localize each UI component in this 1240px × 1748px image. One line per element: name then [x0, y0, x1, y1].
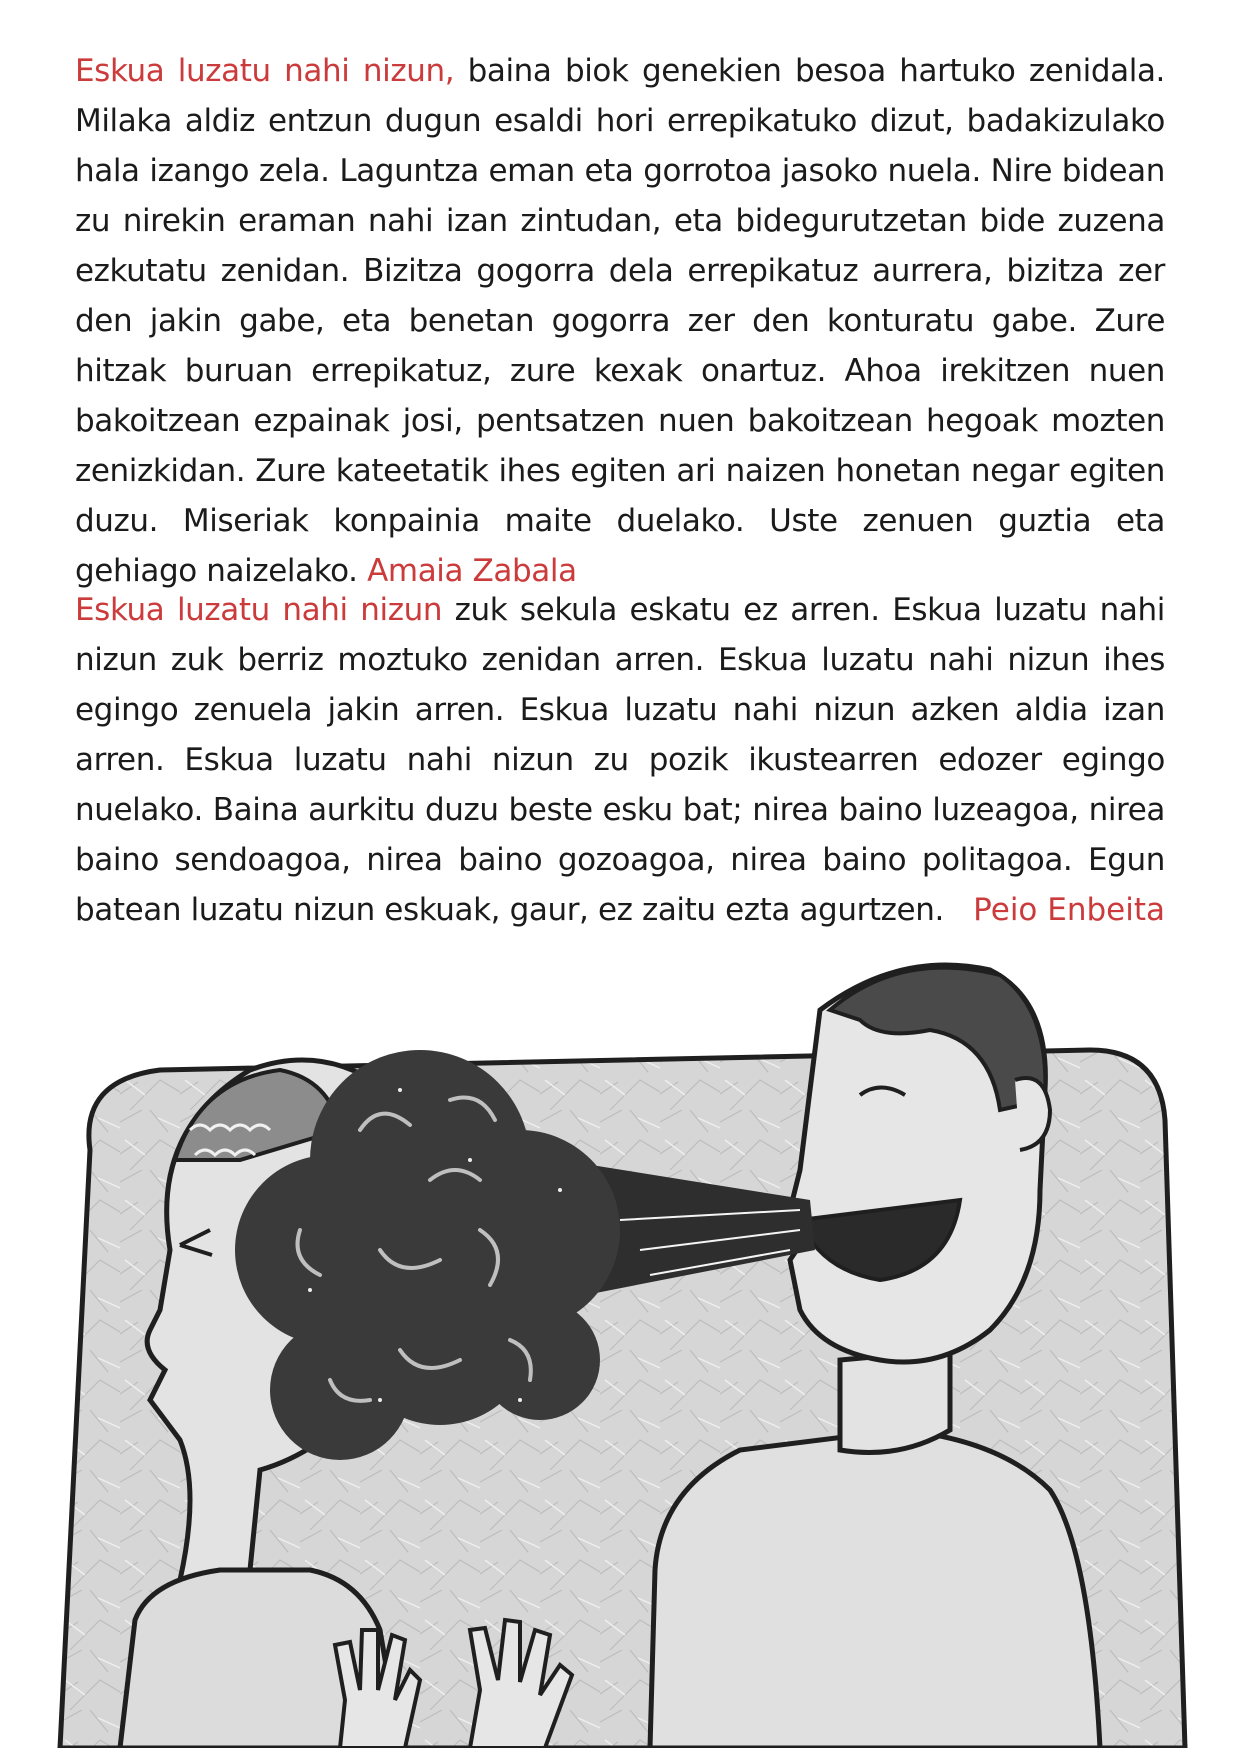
story-2-lead: Eskua luzatu nahi nizun — [75, 592, 443, 628]
story-1-lead: Eskua luzatu nahi nizun, — [75, 53, 455, 89]
story-2-body: zuk sekula eskatu ez arren. Eskua luzatu nahi nizun zuk berriz moztuko zenidan arren. Eskua luzatu nahi nizun ihes egingo zenuela jakin arren. Eskua luzatu nahi nizun azken aldia izan arren. Eskua luzatu nahi nizun zu pozik ikustearren edozer egingo nuelako. Baina aurkitu duzu beste esku bat; nirea baino luzeagoa, nirea baino sendoagoa, nirea baino gozoagoa, nirea baino politagoa. Egun batean luzatu nizun eskuak, gaur, ez zaitu ezta agurtzen. — [75, 592, 1165, 928]
story-1-body: baina biok genekien besoa hartuko zenidala. Milaka aldiz entzun dugun esaldi hori errepikatuko dizut, badakizulako hala izango zela. Laguntza eman eta gorrotoa jasoko nuela. Nire bidean zu nirekin eraman nahi izan zintudan, eta bidegurutzetan bide zuzena ezkutatu zenidan. Bizitza gogorra dela errepikatuz aurrera, bizitza zer den jakin gabe, eta benetan gogorra zer den konturatu gabe. Zure hitzak buruan errepikatuz, zure kexak onartuz. Ahoa irekitzen nuen bakoitzean ezpainak josi, pentsatzen nuen bakoitzean hegoak mozten zenizkidan. Zure kateetatik ihes egiten ari naizen honetan negar egiten duzu. Miseriak konpainia maite duelako. Uste zenuen guztia eta gehiago naizelako. — [75, 53, 1166, 589]
right-person-body — [650, 1430, 1100, 1748]
story-paragraph-1 — [75, 46, 1165, 596]
story-paragraph-2 — [75, 585, 1165, 935]
illustration — [0, 930, 1240, 1748]
story-2-author: Peio Enbeita — [973, 892, 1165, 928]
right-person-neck — [840, 1350, 950, 1453]
story-1-author: Amaia Zabala — [367, 553, 577, 589]
